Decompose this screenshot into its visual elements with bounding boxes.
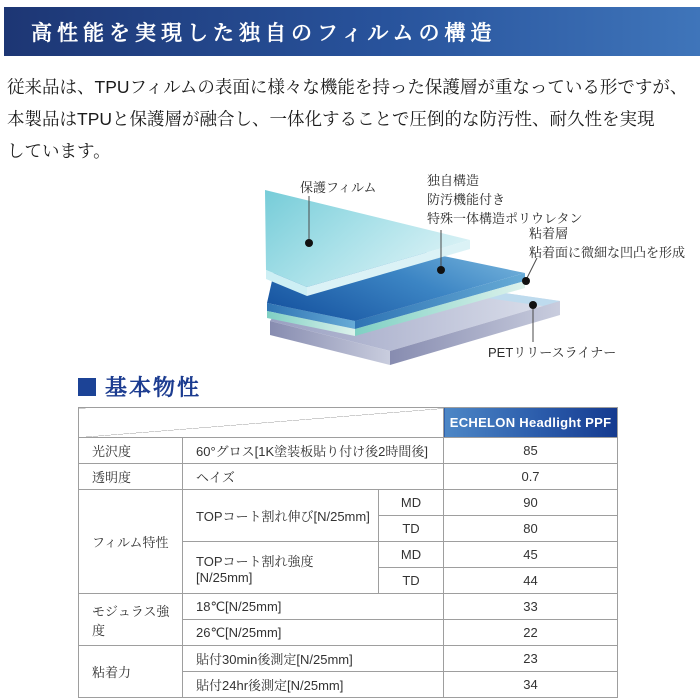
test-cell: TOPコート割れ伸び[N/25mm] — [183, 490, 379, 542]
label-pet-release-liner: PETリリースライナー — [488, 345, 617, 360]
table-row — [79, 490, 618, 516]
intro-paragraph — [7, 71, 697, 167]
label-adhesive-layer — [529, 224, 685, 262]
value-cell: 34 — [444, 672, 618, 698]
section-heading — [78, 371, 201, 402]
film-structure-diagram — [230, 165, 700, 375]
section-heading-text: 基本物性 — [105, 375, 202, 400]
value-cell: 33 — [444, 594, 618, 620]
test-cell: 26℃[N/25mm] — [183, 620, 444, 646]
value-cell: 44 — [444, 568, 618, 594]
test-cell: 18℃[N/25mm] — [183, 594, 444, 620]
table-row — [79, 646, 618, 672]
property-cell: 粘着力 — [79, 646, 183, 698]
label-adhesive-line2: 粘着面に微細な凹凸を形成 — [529, 245, 686, 260]
heading-square-icon — [78, 378, 96, 396]
label-unique-structure-line2: 防汚機能付き — [427, 192, 506, 207]
property-cell: フィルム特性 — [79, 490, 183, 594]
property-cell: モジュラス強度 — [79, 594, 183, 646]
table-row — [79, 438, 618, 464]
label-adhesive-line1: 粘着層 — [529, 226, 569, 241]
value-cell: 0.7 — [444, 464, 618, 490]
direction-cell: TD — [379, 516, 444, 542]
page-title: 高性能を実現した独自のフィルムの構造 — [31, 19, 497, 45]
label-unique-structure — [427, 171, 582, 228]
intro-line-1: 従来品は、TPUフィルムの表面に様々な機能を持った保護層が重なっている形ですが、 — [7, 77, 688, 97]
label-unique-structure-line1: 独自構造 — [427, 173, 480, 188]
value-cell: 85 — [444, 438, 618, 464]
test-cell: 貼付30min後測定[N/25mm] — [183, 646, 444, 672]
property-cell: 光沢度 — [79, 438, 183, 464]
property-cell: 透明度 — [79, 464, 183, 490]
direction-cell: MD — [379, 542, 444, 568]
title-banner — [4, 7, 700, 56]
direction-cell: MD — [379, 490, 444, 516]
value-cell: 23 — [444, 646, 618, 672]
value-cell: 90 — [444, 490, 618, 516]
label-unique-structure-line3: 特殊一体構造ポリウレタン — [427, 211, 583, 226]
test-cell: TOPコート割れ強度 [N/25mm] — [183, 542, 379, 594]
value-cell: 45 — [444, 542, 618, 568]
intro-line-2: 本製品はTPUと保護層が融合し、一体化することで圧倒的な防汚性、耐久性を実現 — [7, 109, 655, 129]
test-cell: 60°グロス[1K塗装板貼り付け後2時間後] — [183, 438, 444, 464]
product-column-header: ECHELON Headlight PPF — [444, 408, 618, 438]
table-row — [79, 464, 618, 490]
properties-table — [78, 407, 618, 698]
test-cell: 貼付24hr後測定[N/25mm] — [183, 672, 444, 698]
table-header-row — [79, 408, 618, 438]
table-row — [79, 594, 618, 620]
label-protective-film: 保護フィルム — [300, 180, 377, 195]
direction-cell: TD — [379, 568, 444, 594]
table-corner-diagonal-cell — [79, 408, 444, 438]
test-cell: ヘイズ — [183, 464, 444, 490]
value-cell: 80 — [444, 516, 618, 542]
value-cell: 22 — [444, 620, 618, 646]
intro-line-3: しています。 — [7, 141, 111, 161]
